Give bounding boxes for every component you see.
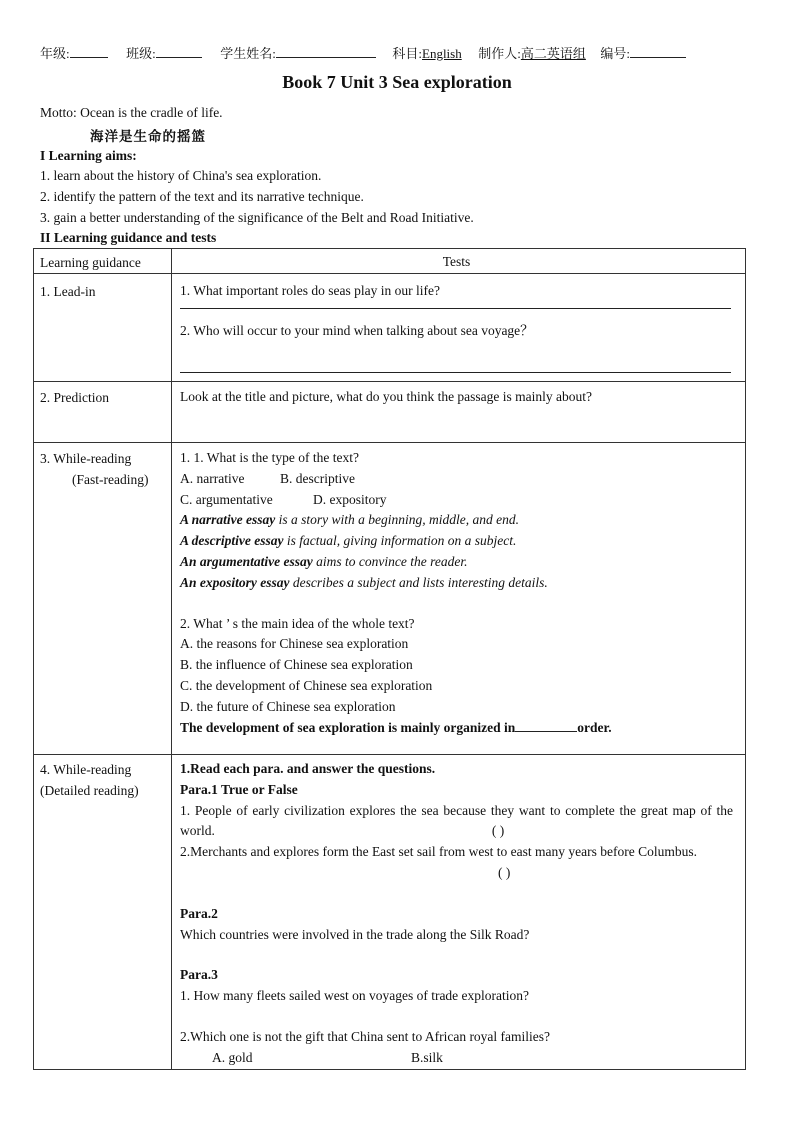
fast-q2-opt-b[interactable]: B. the influence of Chinese sea exploration xyxy=(180,657,413,673)
grade-label: 年级: xyxy=(40,46,70,61)
header-info-line xyxy=(40,43,740,62)
fast-q1-opt-c[interactable]: C. argumentative xyxy=(180,491,273,507)
fast-summary-end: order. xyxy=(577,719,612,735)
def-narrative xyxy=(180,510,733,531)
para3-q2-opt-a[interactable]: A. gold xyxy=(212,1049,253,1065)
para1-q1-text: 1. People of early civilization explores the sea because they want to complete the great map of the world. xyxy=(180,802,733,839)
para3-q1: 1. How many fleets sailed west on voyages of trade exploration? xyxy=(180,988,530,1004)
aims-heading: I Learning aims: xyxy=(40,148,137,163)
para2-heading: Para.2 xyxy=(180,905,218,921)
class-label: 班级: xyxy=(126,46,156,61)
aim-item-3: 3. gain a better understanding of the significance of the Belt and Road Initiative. xyxy=(40,210,474,225)
motto-cn: 海洋是生命的摇篮 xyxy=(90,129,206,144)
class-blank[interactable] xyxy=(156,45,202,58)
subject-value: English xyxy=(422,46,462,61)
label-while-reading-detailed: 4. While-reading xyxy=(40,762,132,777)
para1-q2-answer[interactable]: ( ) xyxy=(498,864,511,880)
student-name-blank[interactable] xyxy=(276,45,376,58)
para1-q2-text: 2.Merchants and explores form the East set sail from west to east many years before Columbus. xyxy=(180,844,697,860)
page-title: Book 7 Unit 3 Sea exploration xyxy=(282,72,512,92)
leadin-q1: 1. What important roles do seas play in our life? xyxy=(180,283,440,298)
def-expository xyxy=(180,573,733,594)
guidance-table xyxy=(33,248,746,1070)
label-while-reading-fast: 3. While-reading xyxy=(40,451,132,466)
table-row-detailed-reading xyxy=(34,755,746,1070)
fast-q1: 1. 1. What is the type of the text? xyxy=(180,450,359,465)
def-descriptive xyxy=(180,531,733,552)
para3-q2-opt-b[interactable]: B.silk xyxy=(411,1049,443,1065)
number-label: 编号: xyxy=(600,46,630,61)
fast-q1-opt-b[interactable]: B. descriptive xyxy=(280,470,355,486)
def-descriptive-term: A descriptive essay xyxy=(180,533,284,549)
def-argumentative xyxy=(180,552,733,573)
leadin-answer-line-1[interactable] xyxy=(180,302,731,309)
maker-value: 高二英语组 xyxy=(520,46,586,61)
detailed-intro: 1.Read each para. and answer the questions. xyxy=(180,761,436,776)
student-name-label: 学生姓名: xyxy=(220,46,276,61)
aim-item-1: 1. learn about the history of China's sea exploration. xyxy=(40,168,322,183)
def-expository-text: describes a subject and lists interesting details. xyxy=(289,574,548,590)
fast-summary-blank[interactable] xyxy=(515,719,577,732)
motto-en: Motto: Ocean is the cradle of life. xyxy=(40,105,223,120)
def-argumentative-term: An argumentative essay xyxy=(180,553,313,569)
fast-q1-opt-a[interactable]: A. narrative xyxy=(180,470,245,486)
fast-q2-opt-d[interactable]: D. the future of Chinese sea exploration xyxy=(180,698,396,714)
aim-item-2: 2. identify the pattern of the text and its narrative technique. xyxy=(40,189,364,204)
para1-q1-answer[interactable]: ( ) xyxy=(491,823,505,839)
table-row-leadin xyxy=(34,274,746,382)
label-fast-reading: (Fast-reading) xyxy=(72,472,149,487)
col-header-tests: Tests xyxy=(442,254,471,269)
para2-q1: Which countries were involved in the trade along the Silk Road? xyxy=(180,926,530,942)
maker-label: 制作人: xyxy=(478,46,521,61)
fast-summary-text: The development of sea exploration is mainly organized in xyxy=(180,719,516,735)
para3-q2: 2.Which one is not the gift that China sent to African royal families? xyxy=(180,1028,551,1044)
table-row-prediction xyxy=(34,382,746,443)
fast-summary xyxy=(180,718,733,739)
col-header-guidance: Learning guidance xyxy=(40,255,141,270)
grade-blank[interactable] xyxy=(70,45,108,58)
fast-q1-opt-d[interactable]: D. expository xyxy=(313,491,387,507)
fast-q2-opt-c[interactable]: C. the development of Chinese sea exploration xyxy=(180,677,433,693)
def-narrative-term: A narrative essay xyxy=(180,512,276,528)
para1-q2 xyxy=(180,842,733,884)
label-leadin: 1. Lead-in xyxy=(40,284,96,299)
def-expository-term: An expository essay xyxy=(180,574,290,590)
def-narrative-text: is a story with a beginning, middle, and end. xyxy=(275,512,520,528)
para1-q1 xyxy=(180,801,733,843)
leadin-q2: 2. Who will occur to your mind when talking about sea voyage？ xyxy=(180,322,534,338)
para1-heading: Para.1 True or False xyxy=(180,781,298,797)
subject-label: 科目: xyxy=(392,46,422,61)
label-prediction: 2. Prediction xyxy=(40,390,109,405)
leadin-answer-line-2[interactable] xyxy=(180,366,731,373)
label-detailed-reading: (Detailed reading) xyxy=(40,783,139,798)
guidance-heading: II Learning guidance and tests xyxy=(40,230,217,245)
number-blank[interactable] xyxy=(630,45,686,58)
def-argumentative-text: aims to convince the reader. xyxy=(312,553,468,569)
def-descriptive-text: is factual, giving information on a subject. xyxy=(283,533,517,549)
table-header-row xyxy=(34,249,746,274)
fast-q2-opt-a[interactable]: A. the reasons for Chinese sea exploration xyxy=(180,636,409,652)
table-row-fast-reading xyxy=(34,443,746,755)
para3-heading: Para.3 xyxy=(180,967,218,983)
fast-q2: 2. What ’ s the main idea of the whole text? xyxy=(180,615,415,631)
prediction-q1: Look at the title and picture, what do you think the passage is mainly about? xyxy=(180,389,593,404)
